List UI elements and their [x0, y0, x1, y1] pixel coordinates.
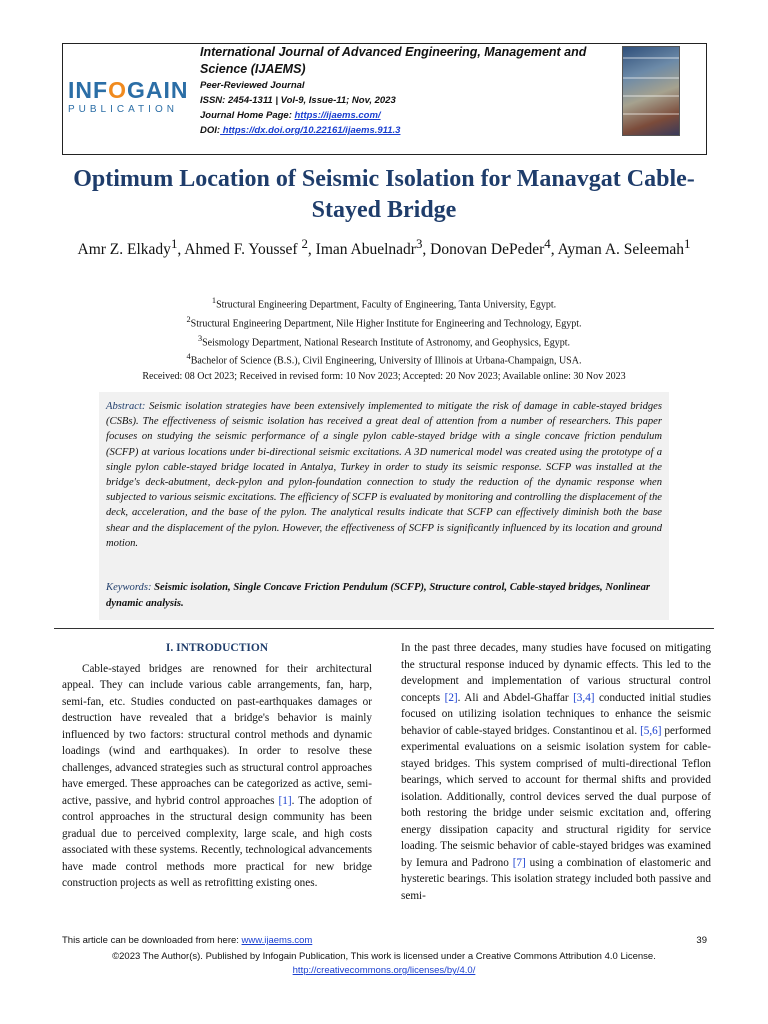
- abstract: [106, 399, 662, 551]
- right-column: [401, 640, 711, 904]
- license-link[interactable]: http://creativecommons.org/licenses/by/4.0/: [292, 965, 476, 976]
- page-number: 39: [696, 935, 707, 946]
- license-footer: [40, 950, 728, 978]
- section-heading-introduction: I. INTRODUCTION: [165, 642, 269, 654]
- license-text: ©2023 The Author(s). Published by Infogain Publication, This work is licensed under a Creative Commons Attribution 4.0 License.: [112, 951, 656, 962]
- affiliation-list: [40, 294, 728, 369]
- journal-info: [200, 44, 605, 138]
- doi-link[interactable]: https://dx.doi.org/10.22161/ijaems.911.3: [220, 125, 401, 136]
- logo-subtitle: PUBLICATION: [68, 104, 178, 115]
- download-footer: This article can be downloaded from here: www.ijaems.com 39: [62, 935, 707, 946]
- abstract-label: Abstract:: [106, 401, 146, 412]
- citation-link[interactable]: [3,4]: [573, 691, 595, 704]
- author-list: Amr Z. Elkady$^1$, Ahmed F. Youssef $^2$, Iman Abuelnadr$^3$, Donovan DePeder$^4$, Ayman A. Seleemah$^1$: [77, 236, 691, 259]
- affiliation-item: $^1$Structural Engineering Department, Faculty of Engineering, Tanta University, Egypt.: [211, 296, 557, 311]
- affiliation-item: $^3$Seismology Department, National Research Institute of Astronomy, and Geophysics, Egypt.: [197, 333, 571, 348]
- body-paragraph: In the past three decades, many studies have focused on mitigating the structural response induced by dynamic effects. This led to the development and implementation of various structural control concepts [2]. Ali and Abdel-Ghaffar [3,4] conducted initial studies focused on utilizing isolation techniques to enhance the seismic behavior of cable-stayed bridges. Constantinou et al. [5,6] performed experimental evaluations on a seismic isolation system for cable-stayed bridges. This system comprised of multi-directional Teflon bearings, which served to account for thermal shifts and provided isolation. Additionally, control devices served the dual purpose of both restoring the bridge under seismic excitation and, offering energy dissipation capacity and structural rigidity for service loading. The seismic behavior of cable-stayed bridges was examined by Iemura and Padrono [7] using a combination of elastomeric and hysteretic bearings. This isolation strategy included both passive and semi-: [401, 642, 712, 902]
- publication-dates: Received: 08 Oct 2023; Received in revised form: 10 Nov 2023; Accepted: 20 Nov 2023; Available online: 30 Nov 2023: [142, 371, 626, 382]
- journal-title: International Journal of Advanced Engineering, Management and Science (IJAEMS): [200, 45, 587, 76]
- paper-title: Optimum Location of Seismic Isolation for Manavgat Cable-Stayed Bridge: [73, 166, 695, 223]
- home-page-line: Journal Home Page: https://ijaems.com/: [200, 110, 381, 121]
- keywords-text: Seismic isolation, Single Concave Friction Pendulum (SCFP), Structure control, Cable-stayed bridges, Nonlinear dynamic analysis.: [106, 582, 651, 609]
- abstract-text: Seismic isolation strategies have been extensively implemented to mitigate the risk of damage in cable-stayed bridges (CSBs). The effectiveness of seismic isolation has received a great deal of attention from a number of researchers. This paper focuses on studying the seismic performance of a single pylon cable-stayed bridge with a single concave friction pendulum (SCFP) at various locations under bi-directional seismic excitations. A 3D numerical model was created using the prototype of a single pylon cable-stayed bridge located in Antalya, Turkey in order to study its seismic response. SCFP was installed at the bridge's deck-abutment, deck-pylon and pylon-foundation connection to study the reduction of the dynamic response when subjected to various seismic excitations. The efficiency of SCFP is evaluated by monitoring and controlling the displacement of the deck, acceleration, and the base of the pylon. The analytical results indicate that SCFP can effectively diminish both the base shear and the displacement of the pylon. However, the effectiveness of SCFP is significantly influenced by its location and ground motion.: [106, 401, 662, 549]
- home-page-link[interactable]: https://ijaems.com/: [294, 110, 381, 121]
- keywords: [106, 580, 662, 612]
- peer-reviewed-label: Peer-Reviewed Journal: [200, 80, 305, 91]
- logo-wordmark: INFOGAIN: [68, 77, 189, 103]
- issn-line: ISSN: 2454-1311 | Vol-9, Issue-11; Nov, 2023: [200, 95, 396, 106]
- intro-paragraph: Cable-stayed bridges are renowned for their architectural appeal. They can include various cable arrangements, fan, harp, semi-fan, etc. Studies conducted on past-earthquakes damages or destruction have revealed that a bridge's behavior is mainly influenced by two factors: structural control methods and dynamic loadings (wind and earthquakes). In order to resolve these challenges, advanced strategies such as structural control approaches have emerged. These approaches can be categorized as active, semi-active, passive, and hybrid control approaches [1]. The adoption of control approaches in the structural design community has been gradual due to perceived complexity, large scale, and high costs associated with these systems. Recently, technological advancements have made control methods more practical for new bridge construction projects as well as retrofitting existing ones.: [62, 662, 372, 889]
- citation-link[interactable]: [1]: [278, 794, 292, 807]
- citation-link[interactable]: [2]: [444, 691, 458, 704]
- affiliation-item: $^2$Structural Engineering Department, Nile Higher Institute for Engineering and Technology, Egypt.: [186, 314, 582, 330]
- section-divider: [54, 628, 714, 629]
- citation-link[interactable]: [5,6]: [640, 724, 662, 737]
- affiliation-item: $^4$Bachelor of Science (B.S.), Civil Engineering, University of Illinois at Urbana-Champaign, USA.: [186, 352, 582, 367]
- citation-link[interactable]: [7]: [512, 856, 526, 869]
- keywords-label: Keywords:: [106, 582, 152, 593]
- journal-cover-image: [622, 46, 680, 136]
- left-column: [62, 640, 372, 892]
- doi-line: DOI: https://dx.doi.org/10.22161/ijaems.911.3: [200, 125, 401, 136]
- publisher-logo: [68, 77, 189, 115]
- download-link[interactable]: www.ijaems.com: [241, 935, 313, 946]
